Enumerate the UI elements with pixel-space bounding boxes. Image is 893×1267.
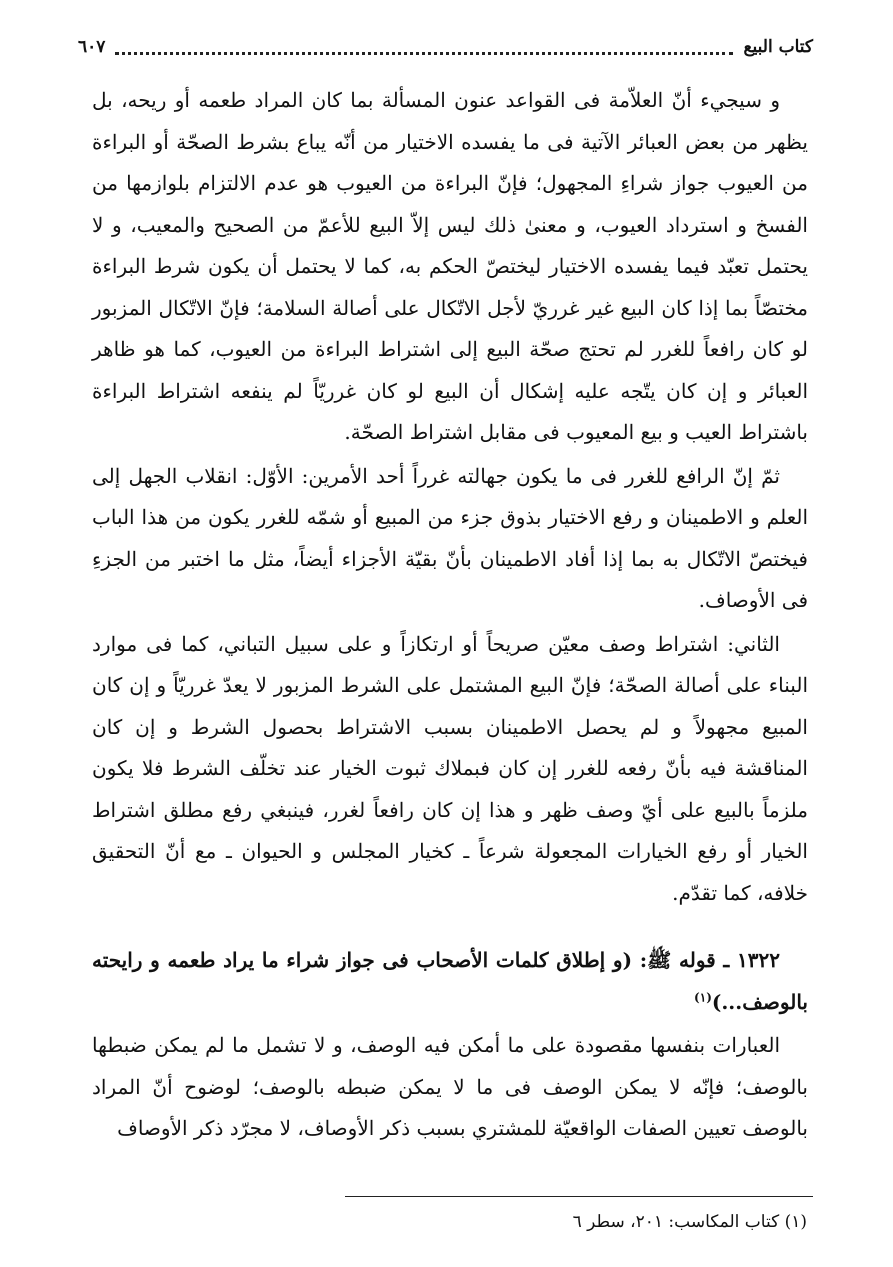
section-heading-text: ـ قوله ﷺ: (و إطلاق كلمات الأصحاب فى جواز شراء ما يراد طعمه و رايحته بالوصف...) (92, 948, 808, 1014)
section-number: ١٣٢٢ (737, 948, 780, 972)
paragraph-2: ثمّ إنّ الرافع للغرر فى ما يكون جهالته غرراً أحد الأمرين: الأوّل: انقلاب الجهل إلى العلم و الاطمينان و رفع الاختيار بذوق جزء من المبيع أو شمّه للغرر يكون من هذا الباب فيختصّ الاتّكال به بما إذا أفاد الاطمينان بأنّ بقيّة الأجزاء أيضاً، مثل ما اختبر من الجزءِ فى الأوصاف. (92, 463, 808, 612)
footnote: (١) كتاب المكاسب: ٢٠١، سطر ٦ (572, 1212, 807, 1232)
footnote-reference[interactable]: (١) (694, 989, 712, 1004)
paragraph-1: و سيجيء أنّ العلاّمة فى القواعد عنون المسألة بما كان المراد طعمه أو ريحه، بل يظهر من بعض العبائر الآتية فى ما يفسده الاختيار من أنّه يباع بشرط الصحّة أو البراءة من العيوب جواز شراءِ المجهول؛ فإنّ البراءة من العيوب هو عدم الالتزام بلوازمها من الفسخ و استرداد العيوب، و معنىٰ ذلك ليس إلاّ البيع للأعمّ من الصحيح والمعيب، و لا يحتمل تعبّد فيما يفسده الاختيار ليختصّ الحكم به، كما لا يحتمل أن يكون شرط البراءة مختصّاً بما إذا كان البيع غير غرريّ لأجل الاتّكال على أصالة السلامة؛ فإنّ الاتّكال المزبور لو كان رافعاً للغرر لم تحتج صحّة البيع إلى اشتراط البراءة من العيوب، كما هو ظاهر العبائر و إن كان يتّجه عليه إشكال أن البيع لو كان غرريّاً لم ينفعه اشتراط البراءة باشتراط العيب و بيع المعيوب فى مقابل اشتراط الصحّة. (92, 88, 808, 444)
body-text (92, 80, 808, 1152)
page-number: ٦٠٧ (78, 37, 106, 57)
book-title: كتاب البيع (743, 37, 813, 57)
paragraph-3: الثاني: اشتراط وصف معيّن صريحاً أو ارتكازاً و على سبيل التباني، كما فى موارد البناء على أصالة الصحّة؛ فإنّ البيع المشتمل على الشرط المزبور لا يعدّ غرريّاً و إن كان المبيع مجهولاً و لم يحصل الاطمينان بسبب الاشتراط بحصول الشرط و إن كان المناقشة فيه بأنّ رفعه للغرر إن كان فبملاك ثبوت الخيار عند تخلّف الشرط فلا يكون ملزماً بالبيع على أيّ وصف ظهر و هذا إن كان رافعاً لغرر، فينبغي رفع مطلق اشتراط الخيار أو رفع الخيارات المجعولة شرعاً ـ كخيار المجلس و الحيوان ـ مع أنّ التحقيق خلافه، كما تقدّم. (92, 631, 808, 905)
footnote-separator (345, 1196, 813, 1197)
paragraph-4: العبارات بنفسها مقصودة على ما أمكن فيه الوصف، و لا تشمل ما لم يمكن ضبطها بالوصف؛ فإنّه لا يمكن الوصف فى ما لا يمكن ضبطه بالوصف؛ لوضوح أنّ المراد بالوصف تعيين الصفات الواقعيّة للمشتري بسبب ذكر الأوصاف، لا مجرّد ذكر الأوصاف (92, 1033, 808, 1140)
running-header (78, 34, 813, 60)
dotted-leader (115, 52, 733, 55)
section-heading (92, 940, 808, 1023)
